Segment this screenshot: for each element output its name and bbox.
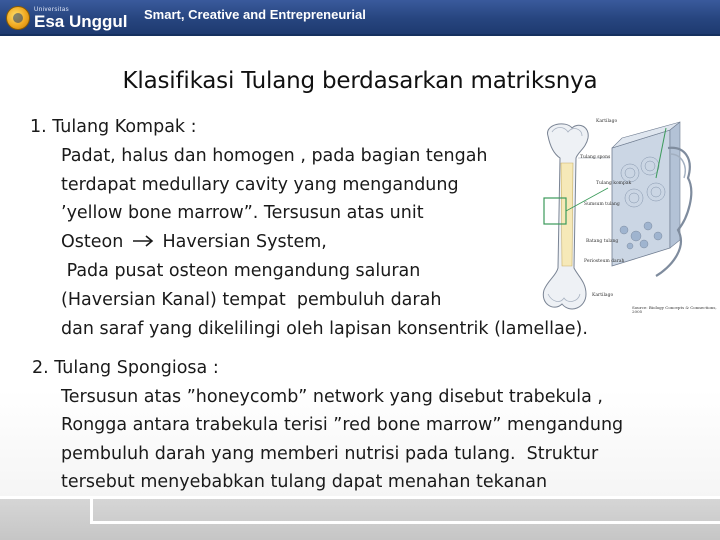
section2-line-4: tersebut menyebabkan tulang dapat menahan tekanan [61, 472, 548, 492]
figure-credit: Source: Biology Concepts & Connections, 2005 [632, 305, 717, 314]
figure-label: Sumsum tulang [584, 202, 620, 207]
section2-line-2: Rongga antara trabekula terisi ”red bone marrow” mengandung [61, 415, 624, 435]
section1-line-5: Pada pusat osteon mengandung saluran [61, 261, 421, 281]
figure-label: Kartilago [592, 293, 614, 298]
section2-heading: 2. Tulang Spongiosa : [32, 358, 219, 378]
university-logo [6, 3, 128, 33]
section1-line-3: ’yellow bone marrow”. Tersusun atas unit [61, 203, 424, 223]
section1-line-2: terdapat medullary cavity yang mengandung [61, 175, 459, 195]
haversian-term: Haversian System, [162, 232, 327, 252]
bone-structure-figure [538, 118, 720, 318]
slide-title: Klasifikasi Tulang berdasarkan matriksnya [122, 68, 598, 94]
header-bar [0, 0, 720, 36]
header-tagline: Smart, Creative and Entrepreneurial [144, 7, 366, 22]
osteon-term: Osteon [61, 232, 124, 252]
figure-label: Kartilago [596, 119, 618, 124]
logo-emblem-icon [6, 6, 30, 30]
section1-line-6: (Haversian Kanal) tempat pembuluh darah [61, 290, 442, 310]
figure-label: Tulang kompak [596, 181, 632, 186]
section1-line-4 [61, 234, 327, 252]
section2-line-3: pembuluh darah yang memberi nutrisi pada tulang. Struktur [61, 444, 599, 464]
figure-label: Periosteum darah [584, 259, 625, 264]
logo-small-text: Universitas [34, 6, 70, 13]
logo-name: Esa Unggul [34, 11, 128, 31]
section1-line-7: dan saraf yang dikelilingi oleh lapisan konsentrik (lamellae). [61, 319, 588, 339]
figure-label: Batang tulang [586, 239, 619, 244]
right-arrow-icon [130, 234, 156, 248]
long-bone-illustration [538, 118, 720, 318]
section1-line-1: Padat, halus dan homogen , pada bagian tengah [61, 146, 488, 166]
footer-frame [90, 498, 720, 524]
section1-heading: 1. Tulang Kompak : [30, 117, 197, 137]
section2-line-1: Tersusun atas ”honeycomb” network yang disebut trabekula , [61, 387, 603, 407]
figure-label: Tulang spons [580, 155, 611, 160]
